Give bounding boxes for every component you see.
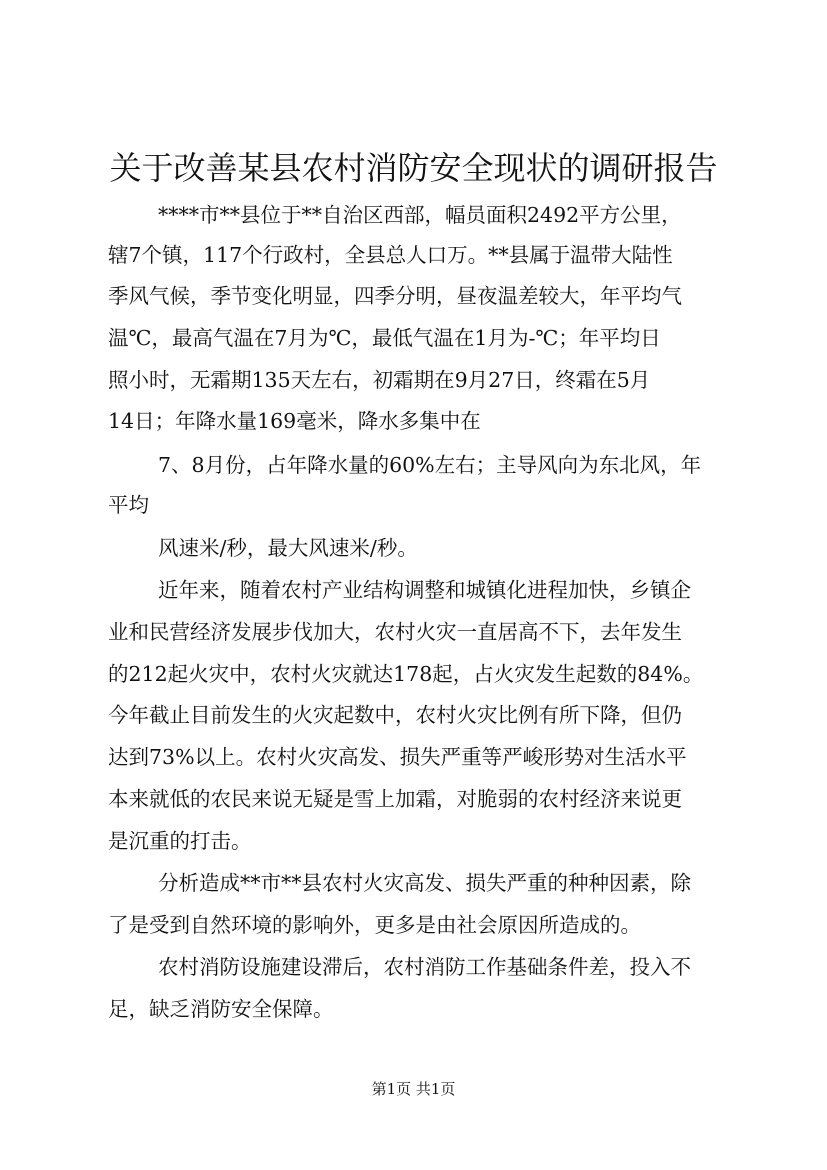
text-line: 近年来，随着农村产业结构调整和城镇化进程加快，乡镇企 [158,578,691,602]
text-line: 的212起火灾中，农村火灾就达178起，占火灾发生起数的84%。 [108,662,704,686]
document-title: 关于改善某县农村消防安全现状的调研报告 [109,149,718,187]
text-line: 达到73%以上。农村火灾高发、损失严重等严峻形势对生活水平 [108,745,687,769]
text-line: 业和民营经济发展步伐加大，农村火灾一直居高不下，去年发生 [108,620,682,644]
text-line: 14日；年降水量169毫米，降水多集中在 [108,409,481,433]
text-line: 照小时，无霜期135天左右，初霜期在9月27日，终霜在5月 [108,368,651,392]
text-line: 今年截止目前发生的火灾起数中，农村火灾比例有所下降，但仍 [108,703,682,727]
text-line: 平均 [108,493,149,517]
text-line: 风速米/秒，最大风速米/秒。 [158,536,418,560]
text-line: 辖7个镇，117个行政村，全县总人口万。**县属于温带大陆性 [108,243,673,267]
text-line: 分析造成**市**县农村火灾高发、损失严重的种种因素，除 [158,871,691,895]
text-line: 季风气候，季节变化明显，四季分明，昼夜温差较大，年平均气 [108,284,682,308]
text-line: 足，缺乏消防安全保障。 [108,997,334,1021]
text-line: 7、8月份，占年降水量的60%左右；主导风向为东北风，年 [158,453,702,477]
text-line: 农村消防设施建设滞后，农村消防工作基础条件差，投入不 [158,955,691,979]
text-line: 是沉重的打击。 [108,829,252,853]
text-line: ****市**县位于**自治区西部，幅员面积2492平方公里， [158,203,682,227]
text-line: 温℃，最高气温在7月为℃，最低气温在1月为-℃；年平均日 [108,326,661,350]
text-line: 了是受到自然环境的影响外，更多是由社会原因所造成的。 [108,913,641,937]
page-number-footer: 第1页 共1页 [371,1080,456,1098]
text-line: 本来就低的农民来说无疑是雪上加霜，对脆弱的农村经济来说更 [108,787,682,811]
